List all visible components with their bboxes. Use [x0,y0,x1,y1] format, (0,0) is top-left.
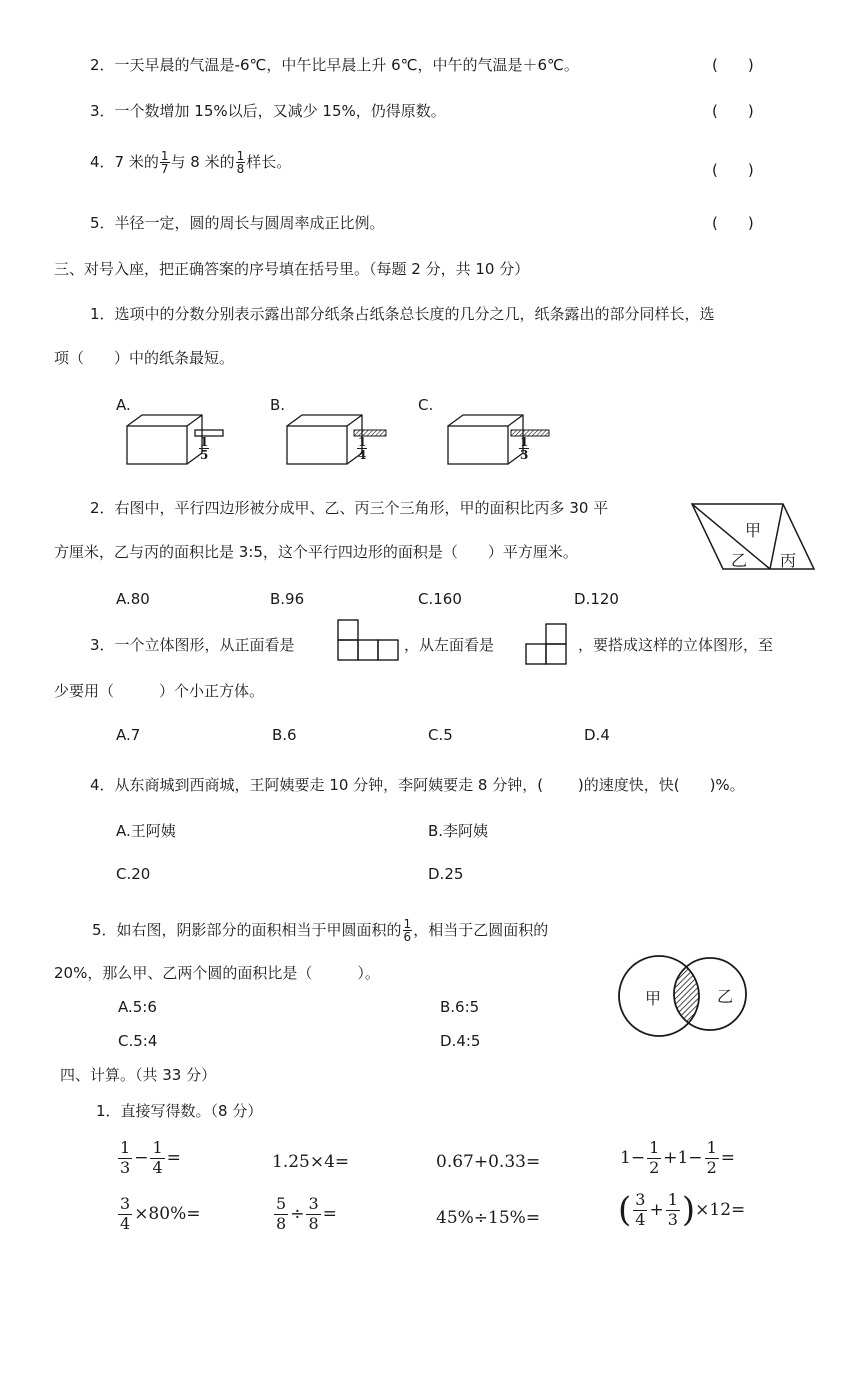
s3-q4-option-b[interactable]: B.李阿姨 [428,822,489,840]
judge-q2-bracket[interactable]: ( ) [712,56,754,74]
calc-r1-e4: 1− $\frac{1}{2}$ +1− $\frac{1}{2}$ = [620,1138,735,1177]
s3-q5-line1 [92,918,548,943]
s3-q5-suffix: ，相当于乙圆面积的 [413,921,549,939]
circle-label-yi: 乙 [717,987,734,1006]
fraction: $\frac{1}{6}$ [403,917,412,944]
s3-q4-line1: 4．从东商城到西商城，王阿姨要走 10 分钟，李阿姨要走 8 分钟，( )的速度快，快( )%。 [90,776,745,794]
s3-q2-option-b[interactable]: B.96 [270,590,305,608]
s3-q5-option-a[interactable]: A.5:6 [118,998,157,1016]
calc-r2-e4: ( $\frac{3}{4}$ + $\frac{1}{3}$ )×12= [618,1190,746,1231]
section3-title: 三、对号入座，把正确答案的序号填在括号里。（每题 2 分，共 10 分） [54,260,530,278]
s3-q2-option-a[interactable]: A.80 [116,590,150,608]
fig-label-jia: 甲 [745,521,762,540]
calc-r1-e1: $\frac{1}{3}$ − $\frac{1}{4}$ = [120,1138,181,1177]
left-view-figure [524,622,568,666]
s3-q2-option-c[interactable]: C.160 [418,590,462,608]
s3-q4-option-c[interactable]: C.20 [116,865,151,883]
section4-title: 四、计算。（共 33 分） [60,1066,217,1084]
judge-q4-bracket[interactable]: ( ) [712,161,754,179]
s3-q1-option-b-fraction: $\frac{1}{4}$ [358,435,367,462]
fig-label-yi: 乙 [731,551,748,570]
s3-q5-option-d[interactable]: D.4:5 [440,1032,481,1050]
calc-r2-e3: 45%÷15%= [436,1208,541,1228]
s3-q3-part2: ，从左面看是 [404,636,495,654]
judge-q4-prefix: 4．7 米的 [90,153,159,171]
s3-q5-option-b[interactable]: B.6:5 [440,998,480,1016]
s3-q1-option-c-fraction: $\frac{1}{3}$ [520,435,529,462]
judge-q4-mid: 与 8 米的 [170,153,235,171]
box-strip-figure-b [282,410,392,472]
s3-q1-option-a-fraction: $\frac{1}{5}$ [200,435,209,462]
box-strip-figure-c [443,410,553,472]
calc-r1-e2: 1.25×4= [272,1152,350,1172]
fig-label-bing: 丙 [780,551,797,570]
judge-q5: 5．半径一定，圆的周长与圆周率成正比例。 [90,214,385,232]
judge-q5-bracket[interactable]: ( ) [712,214,754,232]
s3-q5-option-c[interactable]: C.5:4 [118,1032,158,1050]
s3-q4-option-a[interactable]: A.王阿姨 [116,822,176,840]
s3-q2-line1: 2．右图中，平行四边形被分成甲、乙、丙三个三角形，甲的面积比丙多 30 平 [90,499,609,517]
judge-q4-suffix: 样长。 [246,153,292,171]
judge-q3-bracket[interactable]: ( ) [712,102,754,120]
judge-q2: 2．一天早晨的气温是-6℃，中午比早晨上升 6℃，中午的气温是＋6℃。 [90,56,579,74]
s3-q2-option-d[interactable]: D.120 [574,590,619,608]
fraction: $\frac{1}{8}$ [236,149,245,176]
s3-q3-option-c[interactable]: C.5 [428,726,453,744]
s3-q1-option-b-label[interactable]: B. [270,396,286,414]
s3-q1-option-c-label[interactable]: C. [418,396,434,414]
s3-q2-line2: 方厘米，乙与丙的面积比是 3:5，这个平行四边形的面积是（ ）平方厘米。 [54,543,578,561]
fraction: $\frac{1}{7}$ [160,149,169,176]
calc-r2-e2: $\frac{5}{8}$ ÷ $\frac{3}{8}$ = [276,1194,337,1233]
s3-q1-option-a-label[interactable]: A. [116,396,131,414]
box-strip-figure-a [122,410,232,472]
judge-q3: 3．一个数增加 15%以后，又减少 15%，仍得原数。 [90,102,446,120]
calc-r2-e1: $\frac{3}{4}$ ×80%= [120,1194,201,1233]
s3-q3-part1: 3．一个立体图形，从正面看是 [90,636,295,654]
s3-q1-line1: 1．选项中的分数分别表示露出部分纸条占纸条总长度的几分之几，纸条露出的部分同样长，选 [90,305,715,323]
s3-q3-line2: 少要用（ ）个小正方体。 [54,682,265,700]
s3-q3-option-a[interactable]: A.7 [116,726,141,744]
s3-q1-line2: 项（ ）中的纸条最短。 [54,349,235,367]
s3-q5-line2: 20%，那么甲、乙两个圆的面积比是（ ）。 [54,964,380,982]
judge-q4 [90,150,291,175]
circle-label-jia: 甲 [645,989,662,1008]
s3-q3-option-d[interactable]: D.4 [584,726,610,744]
s3-q3-option-b[interactable]: B.6 [272,726,297,744]
s3-q3-part3: ，要搭成这样的立体图形，至 [578,636,774,654]
section4-sub1: 1．直接写得数。（8 分） [96,1102,263,1120]
s3-q4-option-d[interactable]: D.25 [428,865,464,883]
front-view-figure [336,618,400,662]
s3-q5-prefix: 5．如右图，阴影部分的面积相当于甲圆面积的 [92,921,402,939]
calc-r1-e3: 0.67+0.33= [436,1152,541,1172]
